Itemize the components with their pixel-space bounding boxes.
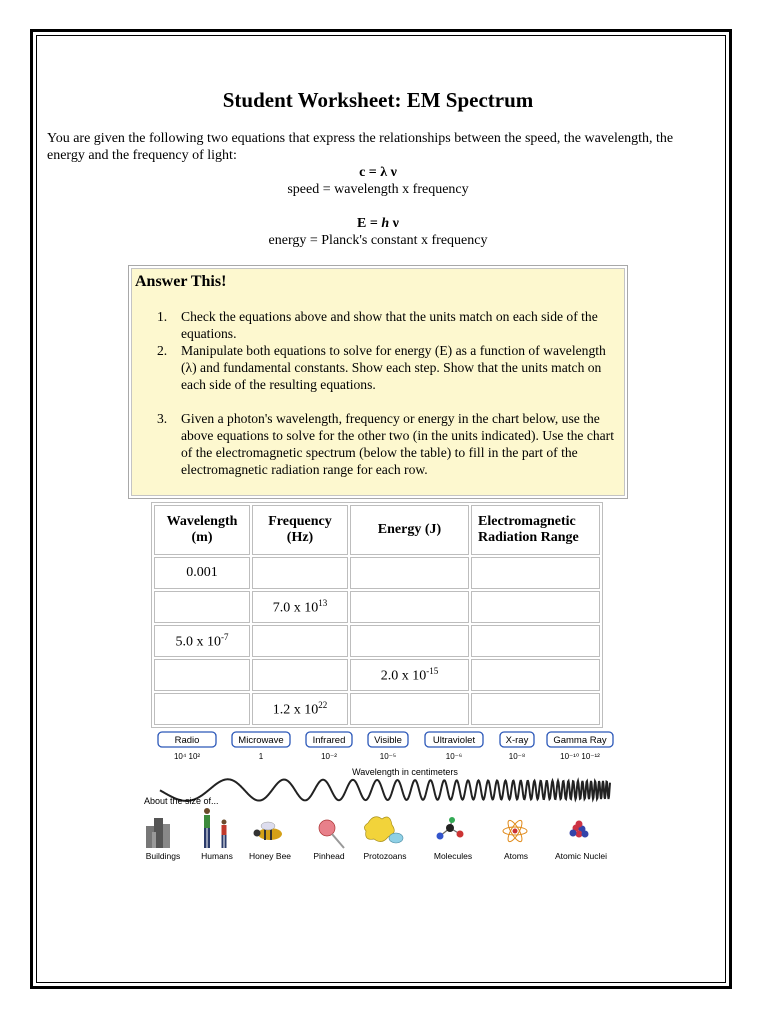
cell-wavelength[interactable]: 5.0 x $10^{-7}$ [154,625,250,657]
header-wavelength: Wavelength (m) [154,505,250,555]
cell-wavelength[interactable] [154,591,250,623]
band-scale: 10⁴ 10² [173,752,201,761]
object-label-buildings: Buildings [145,851,181,861]
question-text: Check the equations above and show that the units match on each side of the equations. [181,309,598,341]
honey-bee-icon [254,822,283,840]
band-infrared [306,732,352,761]
size-label: About the size of... [144,796,219,806]
question-list [157,308,619,478]
question-item-1 [157,308,619,342]
band-scale: 10⁻⁸ [508,752,526,761]
answer-box-title: Answer This! [135,273,227,290]
cell-em-range[interactable] [471,625,600,657]
table-row [154,557,600,589]
object-label-atoms: Atoms [503,851,529,861]
question-text: Manipulate both equations to solve for energy (E) as a function of wavelength (λ) and fundamental constants. Show each step. Show that the units match on each side of the resulting equations. [181,343,606,392]
equation-energy [0,215,756,232]
band-radio [158,732,216,761]
question-number: 3. [157,411,168,426]
band-name: Infrared [312,735,346,746]
cell-frequency[interactable]: 7.0 x $10^{13}$ [252,591,348,623]
cell-wavelength[interactable] [154,693,250,725]
band-x-ray [500,732,534,761]
band-name: Visible [374,735,402,746]
wave-line [160,779,610,801]
cell-em-range[interactable] [471,557,600,589]
cell-energy[interactable] [350,693,469,725]
equation-energy-h: h [381,216,390,231]
em-data-table [151,502,603,728]
em-spectrum-chart [140,728,620,868]
header-frequency: Frequency (Hz) [252,505,348,555]
table-row [154,659,600,691]
equation-speed-description: speed = wavelength x frequency [287,182,469,197]
equation-speed [0,164,756,181]
band-scale: 1 [258,752,264,761]
equation-speed-formula: c = λ ν [359,165,397,180]
page-title: Student Worksheet: EM Spectrum [222,88,534,112]
cell-frequency[interactable] [252,557,348,589]
equation-energy-left: E = [357,216,382,231]
band-name: Ultraviolet [432,735,476,746]
table-row [154,693,600,725]
object-label-molecules: Molecules [433,851,473,861]
molecules-icon [437,817,464,840]
pinhead-icon [319,820,344,848]
band-name: Gamma Ray [553,735,607,746]
band-gamma-ray [547,732,613,761]
band-microwave [232,732,290,761]
cell-frequency[interactable] [252,625,348,657]
object-label-atomic-nuclei: Atomic Nuclei [555,851,607,861]
buildings-icon [146,818,170,848]
equation-energy-right: ν [389,216,399,231]
header-em-range: Electromagnetic Radiation Range [471,505,600,555]
band-name: Microwave [238,735,284,746]
atoms-icon [503,819,527,844]
wavelength-label: Wavelength in centimeters [352,767,458,777]
table-header-row [154,505,600,555]
cell-em-range[interactable] [471,659,600,691]
question-item-2 [157,342,619,393]
cell-energy[interactable] [350,557,469,589]
object-label-humans: Humans [201,851,233,861]
cell-wavelength[interactable]: 0.001 [154,557,250,589]
question-item-3 [157,410,619,478]
cell-em-range[interactable] [471,591,600,623]
cell-energy[interactable]: 2.0 x $10^{-15}$ [350,659,469,691]
cell-frequency[interactable] [252,659,348,691]
table-row [154,591,600,623]
cell-wavelength[interactable] [154,659,250,691]
band-name: X-ray [505,735,529,746]
band-name: Radio [174,735,200,746]
atomic-nuclei-icon [570,821,589,838]
band-scale: 10⁻¹⁰ 10⁻¹² [560,752,600,761]
object-label-protozoans: Protozoans [363,851,407,861]
protozoans-icon [364,817,403,843]
header-energy: Energy (J) [350,505,469,555]
cell-em-range[interactable] [471,693,600,725]
band-ultraviolet [425,732,483,761]
question-text: Given a photon's wavelength, frequency or energy in the chart below, use the above equations to solve for the other two (in the units indicated). Use the chart of the electromagnetic spectrum (below the table) to fill in the part of the electromagnetic radiation range for each row. [181,411,614,477]
humans-icon [204,808,227,848]
question-number: 1. [157,309,168,324]
object-label-honey-bee: Honey Bee [248,851,292,861]
cell-energy[interactable] [350,591,469,623]
band-scale: 10⁻⁵ [379,752,397,761]
intro-paragraph: You are given the following two equations that express the relationships between the speed, the wavelength, the energy and the frequency of light: [47,131,674,163]
band-scale: 10⁻⁶ [445,752,463,761]
question-number: 2. [157,343,168,358]
band-scale: 10⁻² [321,752,337,761]
table-row [154,625,600,657]
object-label-pinhead: Pinhead [313,851,345,861]
cell-energy[interactable] [350,625,469,657]
answer-this-box [128,265,628,499]
cell-frequency[interactable]: 1.2 x $10^{22}$ [252,693,348,725]
equation-energy-description: energy = Planck's constant x frequency [268,233,488,248]
band-visible [368,732,408,761]
